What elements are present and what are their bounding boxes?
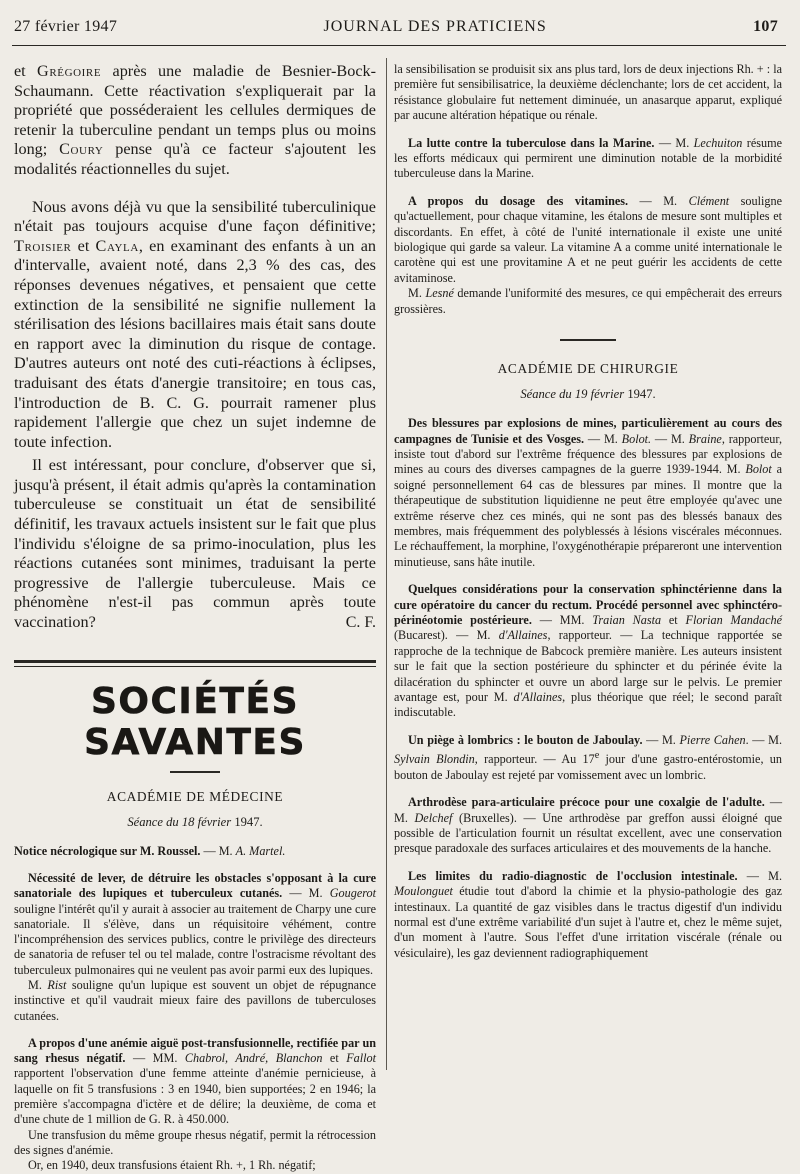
- note-item: Des blessures par explosions de mines, particulièrement au cours des campagnes de Tunisie et des Vosges. — M. Bolot. — M. Braine, rapporteur, insiste tout d'abord sur l'extrême fréquence des blessures par explosions de mines au cours des diverses campagnes de la guerre 1939-1944. M. Bolot a soigné personnellement 64 cas de blessures par mines. Il montre que la thérapeutique de substitution liquidienne ne peut être employée qu'avec une extrême réserve chez ces minés, qui ne sont pas des blessés banaux des membres, mais fréquemment des polyblessés à lésions viscérales méconnues. Le réchauffement, la morphine, l'oxygénothérapie prépareront une intervention minutieuse, sans hâte inutile.: [394, 416, 783, 569]
- note-item: Nécessité de lever, de détruire les obstacles s'opposant à la cure sanatoriale des lupiques et tuberculeux cutanés. — M. Gougerot souligne l'intérêt qu'il y aurait à associer au traitement de Charpy une cure sanatoriale. Il s'élève, dans un réquisitoire véhément, contre l'incompréhension des services publics, contre le privilège des directeurs de sanatoria de refuser tel ou tel malade, contre l'ostracisme révoltant des tuberculeux pulmonaires qui ne veulent pas avoir parmi eux des lupiques.: [14, 870, 376, 977]
- header-page-number: 107: [753, 18, 778, 35]
- section-banner: SOCIÉTÉS SAVANTES: [84, 680, 306, 763]
- note-item: la sensibilisation se produisit six ans plus tard, lors de deux injections Rh. + : la première fut sensibilisatrice, la deuxième déclenchante; lors de cet accident, la résistance globulaire fut nettement diminuée, un anasarque apparut, expliqué par aucune altération hépatique ou rénale.: [394, 62, 782, 123]
- column-divider: [386, 58, 387, 1070]
- note-item: A propos du dosage des vitamines. — M. Clément souligne qu'actuellement, pour chaque vitamine, les étalons de mesure sont multiples et discordants. En effet, à côté de l'unité internationale il existe une unité biologique qui garde sa valeur. La vitamine A a comme unité internationale le carotène qui est une provitamine A et ne peut guérir les accidents de cette avitaminose.: [394, 193, 782, 285]
- note-item: Or, en 1940, deux transfusions étaient Rh. +, 1 Rh. négatif;: [28, 1158, 316, 1173]
- header-journal-title: JOURNAL DES PRATICIENS: [323, 18, 547, 35]
- note-item: Un piège à lombrics : le bouton de Jaboulay. — M. Pierre Cahen. — M. Sylvain Blondin, rapporteur. — Au 17e jour d'une gastro-entérostomie, un bouton de Jaboulay est rejeté par vomissement avec un lombric.: [394, 732, 782, 782]
- academy-heading: ACADÉMIE DE CHIRURGIE: [497, 361, 679, 377]
- note-item: Quelques considérations pour la conservation sphinctérienne dans la cure opératoire du cancer du rectum. Procédé personnel avec sphinctéro-périnéotomie postérieure. — MM. Traian Nasta et Florian Mandaché (Bucarest). — M. d'Allaines, rapporteur. — La technique rapportée se rapproche de la technique de Babcock première manière. Les auteurs insistent sur le fait que la section postérieure du sphincter et du périnée évite la dilacération du sphincter et ouvre un abord large sur le pelvis. Le premier avantage est, pour M. d'Allaines, plus théorique que réel; le second paraît indiscutable.: [394, 582, 782, 720]
- session-notes-continued: [394, 62, 782, 961]
- note-item: Les limites du radio-diagnostic de l'occlusion intestinale. — M. Moulonguet étudie tout d'abord la chimie et la physio-pathologie des gaz intestinaux. La quantité de gaz visibles dans le tractus digestif d'un individu normal est d'une extrême variabilité d'un sujet à l'autre et, chez le même sujet, d'un moment à l'autre. Sous l'effet d'une irritation viscérale (rénale ou vésiculaire), les gaz deviennent radiographiquement: [394, 868, 782, 960]
- right-column: [394, 62, 782, 1074]
- section-rule-thick: [14, 660, 376, 663]
- note-item: M. Lesné demande l'uniformité des mesures, ce qui empêcherait des erreurs grossières.: [394, 286, 783, 316]
- short-rule: [170, 771, 220, 773]
- running-header: [14, 18, 778, 40]
- section-rule-thin: [14, 666, 376, 667]
- paragraph: et Grégoire après une maladie de Besnier-Bock-Schaumann. Cette réactivation s'expliquerait par la propriété que posséderaient les cellules dermiques de retenir la tuberculine pendant un temps plus ou moins long; Coury pense qu'à ce facteur s'ajoutent les modalités réactionnelles du sujet.: [14, 62, 376, 178]
- note-item: Une transfusion du même groupe rhesus négatif, permit la rétrocession des signes d'anémie.: [14, 1127, 376, 1157]
- session-notes: [14, 844, 376, 1174]
- note-item: M. Rist souligne qu'un lupique est souvent un objet de répugnance instinctive et qu'il vaudrait mieux faire des pavillons de tuberculoses cutanées.: [14, 978, 376, 1023]
- academy-heading: ACADÉMIE DE MÉDECINE: [106, 788, 284, 804]
- header-rule: [12, 45, 786, 46]
- header-date: 27 février 1947: [14, 18, 118, 35]
- short-rule: [560, 339, 616, 341]
- paragraph: Nous avons déjà vu que la sensibilité tuberculinique n'était pas toujours acquise d'une façon définitive; Troisier et Cayla, en examinant des enfants à un an d'intervalle, avaient noté, dans 2,3 % des cas, des réponses devenues négatives, et pensaient que cette extinction de la sensibilité ne signifie nullement la stérilisation des lésions bacillaires mais était sans doute en rapport avec la diminution du risque de contage. D'autres auteurs ont noté des cuti-réactions à éclipses, traduisant des états d'anergie transitoire; en tous cas, l'introduction de B. C. G. pourrait ramener plus rapidement l'allergie que chez un sujet indemne de toute infection.: [14, 197, 376, 451]
- note-item: Notice nécrologique sur M. Roussel. — M. A. Martel.: [14, 843, 286, 858]
- left-column: [14, 62, 377, 1173]
- seance-date: Séance du 19 février 1947.: [520, 387, 656, 402]
- article-continuation: [14, 62, 376, 632]
- seance-date: Séance du 18 février 1947.: [127, 814, 263, 829]
- author-signature: C. F.: [345, 613, 376, 631]
- paragraph: Il est intéressant, pour conclure, d'observer que si, jusqu'à présent, il était admis qu'après la contamination tuberculeuse se constituait un état de sensibilité définitif, les travaux actuels insistent sur le fait que plus l'individu s'éloigne de sa primo-inoculation, plus les réactions cutanées sont minimes, traduisant la perte progressive de l'allergie tuberculeuse. Mais ce phénomène n'est-il pas commun après toute vaccination?: [14, 456, 376, 632]
- note-item: La lutte contre la tuberculose dans la Marine. — M. Lechuiton résume les efforts médicaux qui permirent une diminution notable de la morbidité tuberculeuse dans la Marine.: [394, 135, 782, 181]
- note-item: A propos d'une anémie aiguë post-transfusionnelle, rectifiée par un sang rhesus négatif. — MM. Chabrol, André, Blanchon et Fallot rapportent l'observation d'une femme atteinte d'anémie pernicieuse, à laquelle on fit 5 transfusions : 3 en 1940, bien supportées; 2 en 1946; la première s'accompagna d'ictère et de délire; la deuxième, de coma et d'une chute de 1 million de G. R. à 450.000.: [14, 1035, 377, 1127]
- note-item: Arthrodèse para-articulaire précoce pour une coxalgie de l'adulte. — M. Delchef (Bruxelles). — Une arthrodèse par greffon aussi éloigné que possible de l'articulation fournit un résultat excellent, avec une conservation presque paradoxale des surfaces articulaires et des mouvements de la hanche.: [394, 795, 783, 856]
